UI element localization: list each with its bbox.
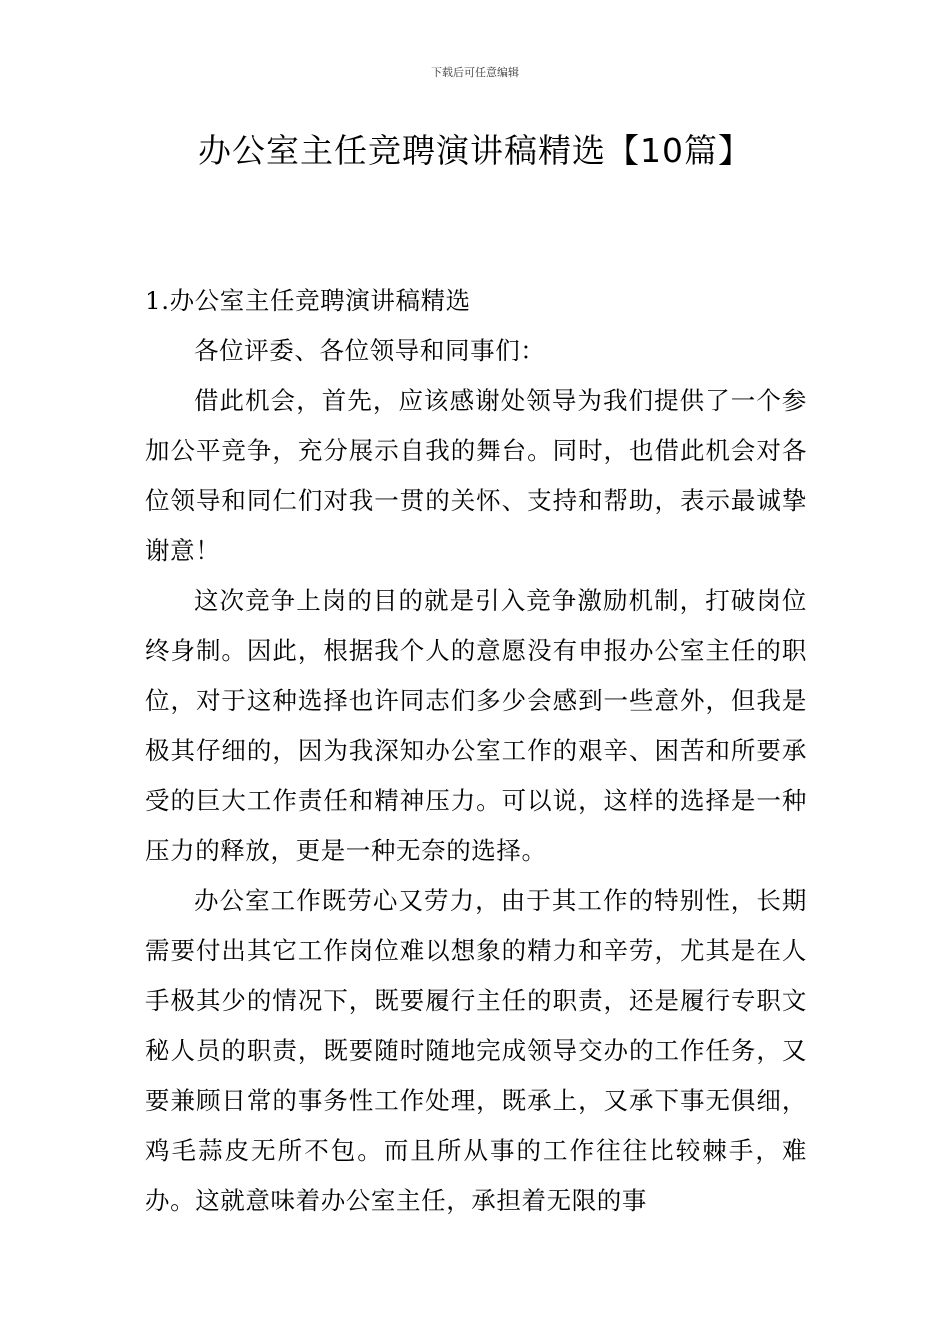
document-body <box>145 276 807 1226</box>
paragraph-thanks: 借此机会，首先，应该感谢处领导为我们提供了一个参加公平竞争，充分展示自我的舞台。同时，也借此机会对各位领导和同仁们对我一贯的关怀、支持和帮助，表示最诚挚谢意！ <box>145 386 807 565</box>
paragraph-competition: 这次竞争上岗的目的就是引入竞争激励机制，打破岗位终身制。因此，根据我个人的意愿没有申报办公室主任的职位，对于这种选择也许同志们多少会感到一些意外，但我是极其仔细的，因为我深知办公室工作的艰辛、困苦和所要承受的巨大工作责任和精神压力。可以说，这样的选择是一种压力的释放，更是一种无奈的选择。 <box>145 586 807 865</box>
paragraph-office-work: 办公室工作既劳心又劳力，由于其工作的特别性，长期需要付出其它工作岗位难以想象的精力和辛劳，尤其是在人手极其少的情况下，既要履行主任的职责，还是履行专职文秘人员的职责，既要随时随地完成领导交办的工作任务，又要兼顾日常的事务性工作处理，既承上，又承下事无俱细，鸡毛蒜皮无所不包。而且所从事的工作往往比较棘手，难办。这就意味着办公室主任，承担着无限的事 <box>145 886 807 1215</box>
header-note: 下载后可任意编辑 <box>431 66 519 79</box>
paragraph-salutation: 各位评委、各位领导和同事们： <box>194 336 546 365</box>
section-heading: 1.办公室主任竞聘演讲稿精选 <box>145 286 471 315</box>
document-title: 办公室主任竞聘演讲稿精选【10篇】 <box>198 131 752 170</box>
